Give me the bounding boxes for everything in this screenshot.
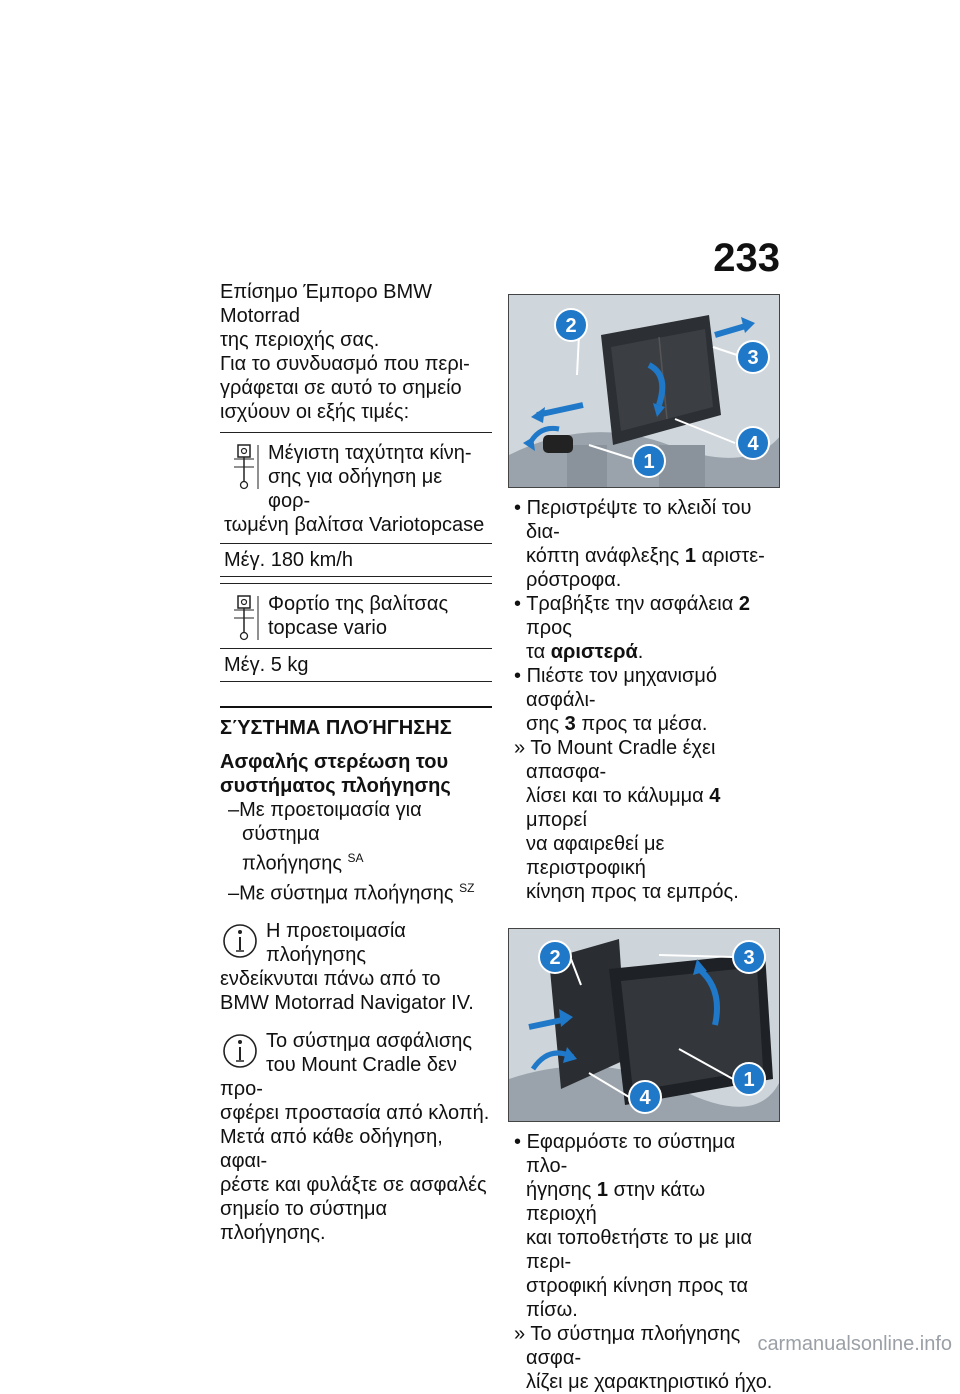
info-text: του Mount Cradle δεν προ- [220, 1054, 457, 1101]
info-note [220, 919, 492, 1015]
spec-gauge-icon [224, 441, 264, 491]
spec-value: Μέγ. 180 km/h [220, 543, 492, 577]
spec-box-speed [220, 432, 492, 577]
step-item: • Πιέστε τον μηχανισμό ασφάλι- σης 3 προς τα μέσα. [514, 665, 717, 735]
svg-text:2: 2 [565, 315, 577, 337]
info-text: σημείο το σύστημα πλοήγησης. [220, 1198, 388, 1245]
svg-text:4: 4 [747, 433, 759, 455]
step-emphasis: αριστερά [550, 641, 638, 663]
svg-text:2: 2 [549, 947, 561, 969]
subsection-line: Ασφαλής στερέωση του [220, 751, 449, 773]
step-text: αριστε- [696, 545, 765, 567]
info-text: Το σύστημα ασφάλισης [266, 1030, 472, 1053]
result-item: » Το σύστημα πλοήγησης ασφα- λίζει με χαρακτηριστικό ήχο. [514, 1323, 773, 1393]
step-text: Το Mount Cradle έχει απασφα- [526, 737, 716, 783]
spec-value: Μέγ. 5 kg [220, 648, 492, 682]
info-text: σφέρει προστασία από κλοπή. [220, 1102, 490, 1125]
left-column [220, 280, 492, 1245]
step-ref: 4 [709, 785, 721, 807]
instruction-list-1 [508, 496, 780, 904]
svg-text:1: 1 [743, 1069, 755, 1091]
spec-title: σης για οδήγηση με φορ- [268, 466, 443, 512]
info-note [220, 1029, 492, 1245]
step-text: Τραβήξτε την ασφάλεια [526, 593, 739, 615]
step-ref: 2 [738, 593, 750, 615]
info-text: Η προετοιμασία πλοήγησης [266, 920, 406, 967]
spec-box-load [220, 583, 492, 682]
step-item: • Περιστρέψτε το κλειδί του δια- κόπτη ανάφλεξης 1 αριστε- ρόστροφα. [514, 497, 765, 591]
step-text: Εφαρμόστε το σύστημα πλο- [526, 1131, 736, 1177]
option-item [220, 876, 492, 906]
step-ref: 1 [684, 545, 697, 567]
footer-watermark[interactable]: carmanualsonline.info [757, 1333, 952, 1355]
step-ref: 1 [596, 1179, 609, 1201]
step-text: στροφική κίνηση προς τα πίσω. [526, 1275, 749, 1321]
svg-text:3: 3 [743, 947, 755, 969]
svg-text:4: 4 [639, 1087, 651, 1109]
info-text: ρέστε και φυλάξτε σε ασφαλές [220, 1174, 487, 1197]
instruction-list-2 [508, 1130, 780, 1394]
step-ref: 3 [564, 713, 576, 735]
spec-title: Φορτίο της βαλίτσας [268, 593, 449, 615]
step-item: • Τραβήξτε την ασφάλεια 2 προς τα αριστερά. [514, 593, 750, 663]
intro-line: της περιοχής σας. [220, 329, 380, 351]
step-text: λίζει με χαρακτηριστικό ήχο. [526, 1371, 773, 1393]
step-text: μπορεί [526, 809, 587, 831]
step-text: λίσει και το κάλυμμα [526, 785, 710, 807]
spec-head [220, 433, 492, 543]
subsection-line: συστήματος πλοήγησης [220, 775, 451, 797]
svg-text:1: 1 [643, 451, 655, 473]
step-text: Περιστρέψτε το κλειδί του δια- [526, 497, 752, 543]
spec-gauge-icon [224, 592, 264, 642]
svg-text:3: 3 [747, 347, 759, 369]
figure-mount-cradle-open [508, 294, 780, 488]
option-code: SA [347, 851, 364, 865]
option-text: –Με προετοιμασία για σύστημα [228, 799, 422, 845]
step-text: να αφαιρεθεί με περιστροφική [526, 833, 665, 879]
step-text: σης [526, 713, 565, 735]
section-title: ΣΎΣΤΗΜΑ ΠΛΟΉΓΗΣΗΣ [220, 706, 492, 740]
step-text: Το σύστημα πλοήγησης ασφα- [526, 1323, 741, 1369]
result-item: » Το Mount Cradle έχει απασφα- λίσει και το κάλυμμα 4 μπορεί να αφαιρεθεί με περιστροφική κίνηση προς τα εμπρός. [514, 737, 739, 903]
subsection-title [220, 750, 492, 798]
info-text: BMW Motorrad Navigator IV. [220, 992, 474, 1015]
option-code: SZ [459, 880, 475, 895]
info-icon [220, 1029, 260, 1073]
step-text: . [637, 641, 644, 663]
figure-illustration [509, 295, 780, 488]
step-text: και τοποθετήστε το με μια περι- [526, 1227, 753, 1273]
info-text: ενδείκνυται πάνω από το [220, 968, 441, 991]
spec-title: τωμένη βαλίτσα Variotopcase [224, 514, 485, 536]
option-item [220, 798, 492, 876]
spec-title: Μέγιστη ταχύτητα κίνη- [268, 442, 472, 464]
step-item: • Εφαρμόστε το σύστημα πλο- ήγησης 1 στην κάτω περιοχή και τοποθετήστε το με μια περι- στροφική κίνηση προς τα πίσω. [514, 1131, 753, 1321]
page-number: 233 [713, 236, 780, 280]
step-text: προς τα μέσα. [575, 713, 708, 735]
step-text: ήγησης [526, 1179, 597, 1201]
step-text: προς [526, 617, 572, 639]
spec-head [220, 584, 492, 648]
option-text: –Με σύστημα πλοήγησης [228, 882, 454, 905]
step-text: Πιέστε τον μηχανισμό ασφάλι- [526, 665, 717, 711]
step-text: ρόστροφα. [526, 569, 622, 591]
spec-title: topcase vario [268, 617, 387, 639]
intro-line: Επίσημο Έμπορο BMW Motorrad [220, 281, 433, 327]
step-text: στην κάτω περιοχή [526, 1179, 706, 1225]
intro-line: Για το συνδυασμό που περι- [220, 353, 470, 375]
info-text: Μετά από κάθε οδήγηση, αφαι- [220, 1126, 443, 1173]
intro-line: γράφεται σε αυτό το σημείο [220, 377, 462, 399]
option-text: πλοήγησης [242, 852, 342, 875]
step-text: κόπτη ανάφλεξης [526, 545, 685, 567]
step-text: τα [526, 641, 551, 663]
intro-line: ισχύουν οι εξής τιμές: [220, 401, 410, 423]
right-column [508, 294, 780, 1394]
figure-navigator-install [508, 928, 780, 1122]
info-icon [220, 919, 260, 963]
figure-illustration [509, 929, 780, 1122]
step-text: κίνηση προς τα εμπρός. [526, 881, 739, 903]
